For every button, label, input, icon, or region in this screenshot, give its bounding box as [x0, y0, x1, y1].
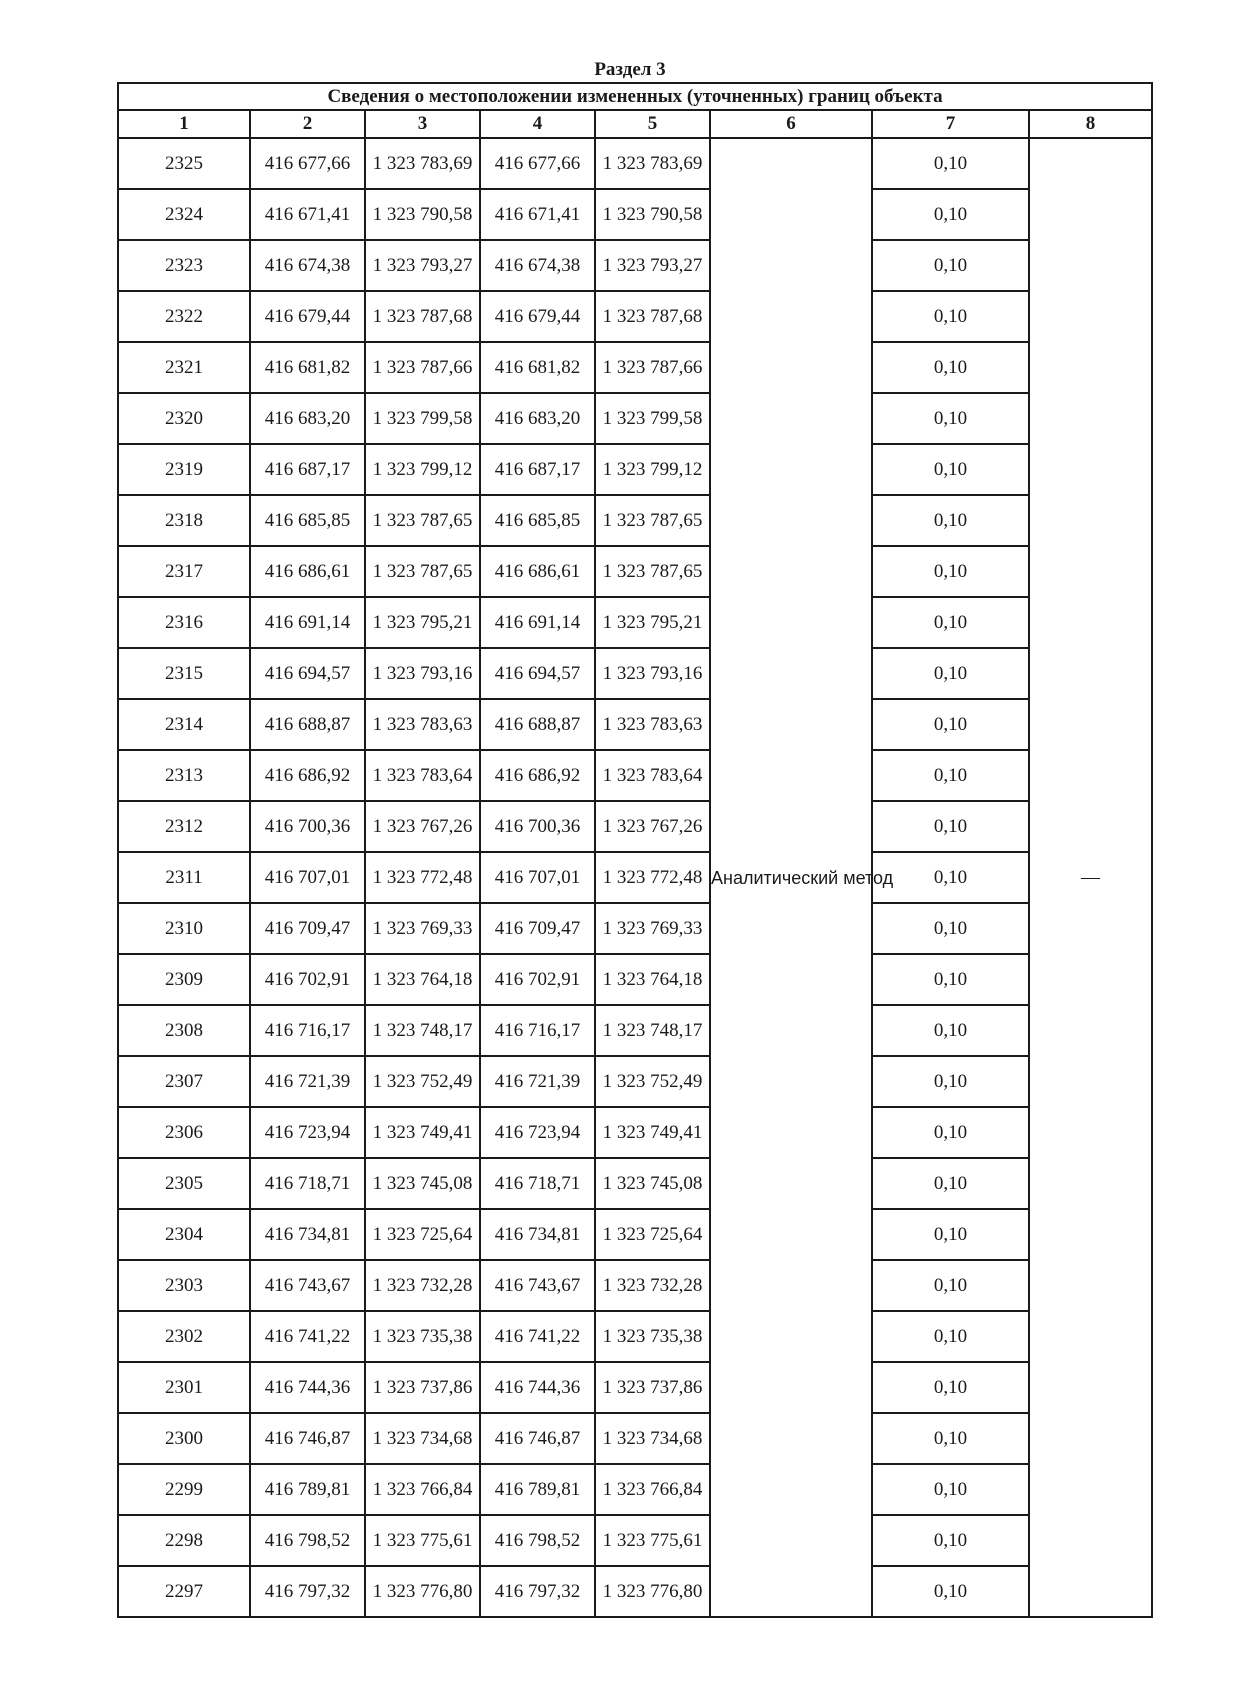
accuracy-cell: 0,10 — [872, 1056, 1029, 1107]
table-row — [118, 444, 1152, 495]
x-old-cell: 416 679,44 — [250, 291, 365, 342]
y-old-cell: 1 323 799,12 — [365, 444, 480, 495]
point-number-cell: 2299 — [118, 1464, 250, 1515]
x-old-cell: 416 691,14 — [250, 597, 365, 648]
table-row — [118, 903, 1152, 954]
column-number: 7 — [872, 110, 1029, 138]
x-new-cell: 416 743,67 — [480, 1260, 595, 1311]
table-row — [118, 495, 1152, 546]
x-new-cell: 416 741,22 — [480, 1311, 595, 1362]
x-old-cell: 416 677,66 — [250, 138, 365, 189]
table-row — [118, 1209, 1152, 1260]
x-new-cell: 416 734,81 — [480, 1209, 595, 1260]
x-new-cell: 416 691,14 — [480, 597, 595, 648]
y-old-cell: 1 323 767,26 — [365, 801, 480, 852]
x-old-cell: 416 734,81 — [250, 1209, 365, 1260]
table-row — [118, 1566, 1152, 1617]
accuracy-cell: 0,10 — [872, 903, 1029, 954]
x-old-cell: 416 744,36 — [250, 1362, 365, 1413]
x-new-cell: 416 677,66 — [480, 138, 595, 189]
table-row — [118, 342, 1152, 393]
table-row — [118, 954, 1152, 1005]
y-old-cell: 1 323 749,41 — [365, 1107, 480, 1158]
note-cell: — — [1029, 138, 1152, 1617]
y-new-cell: 1 323 766,84 — [595, 1464, 710, 1515]
table-row — [118, 1464, 1152, 1515]
y-new-cell: 1 323 790,58 — [595, 189, 710, 240]
point-number-cell: 2317 — [118, 546, 250, 597]
y-new-cell: 1 323 799,12 — [595, 444, 710, 495]
table-caption-row — [118, 83, 1152, 110]
table-body — [118, 138, 1152, 1617]
y-new-cell: 1 323 783,69 — [595, 138, 710, 189]
x-new-cell: 416 681,82 — [480, 342, 595, 393]
x-old-cell: 416 681,82 — [250, 342, 365, 393]
y-new-cell: 1 323 783,63 — [595, 699, 710, 750]
accuracy-cell: 0,10 — [872, 138, 1029, 189]
y-new-cell: 1 323 772,48 — [595, 852, 710, 903]
x-new-cell: 416 694,57 — [480, 648, 595, 699]
y-old-cell: 1 323 772,48 — [365, 852, 480, 903]
x-old-cell: 416 746,87 — [250, 1413, 365, 1464]
y-old-cell: 1 323 752,49 — [365, 1056, 480, 1107]
table-row — [118, 801, 1152, 852]
column-number-row — [118, 110, 1152, 138]
x-new-cell: 416 686,92 — [480, 750, 595, 801]
x-old-cell: 416 743,67 — [250, 1260, 365, 1311]
y-new-cell: 1 323 769,33 — [595, 903, 710, 954]
y-new-cell: 1 323 787,68 — [595, 291, 710, 342]
x-new-cell: 416 685,85 — [480, 495, 595, 546]
y-old-cell: 1 323 766,84 — [365, 1464, 480, 1515]
y-old-cell: 1 323 735,38 — [365, 1311, 480, 1362]
x-new-cell: 416 671,41 — [480, 189, 595, 240]
table-row — [118, 1311, 1152, 1362]
accuracy-cell: 0,10 — [872, 393, 1029, 444]
y-old-cell: 1 323 790,58 — [365, 189, 480, 240]
table-row — [118, 189, 1152, 240]
y-new-cell: 1 323 799,58 — [595, 393, 710, 444]
y-new-cell: 1 323 793,16 — [595, 648, 710, 699]
y-old-cell: 1 323 787,68 — [365, 291, 480, 342]
accuracy-cell: 0,10 — [872, 1566, 1029, 1617]
point-number-cell: 2303 — [118, 1260, 250, 1311]
point-number-cell: 2315 — [118, 648, 250, 699]
table-row — [118, 1362, 1152, 1413]
y-new-cell: 1 323 752,49 — [595, 1056, 710, 1107]
x-old-cell: 416 721,39 — [250, 1056, 365, 1107]
x-old-cell: 416 683,20 — [250, 393, 365, 444]
x-new-cell: 416 798,52 — [480, 1515, 595, 1566]
point-number-cell: 2306 — [118, 1107, 250, 1158]
y-old-cell: 1 323 776,80 — [365, 1566, 480, 1617]
x-new-cell: 416 687,17 — [480, 444, 595, 495]
accuracy-cell: 0,10 — [872, 1260, 1029, 1311]
accuracy-cell: 0,10 — [872, 1005, 1029, 1056]
x-old-cell: 416 687,17 — [250, 444, 365, 495]
accuracy-cell: 0,10 — [872, 954, 1029, 1005]
y-new-cell: 1 323 732,28 — [595, 1260, 710, 1311]
point-number-cell: 2307 — [118, 1056, 250, 1107]
x-old-cell: 416 674,38 — [250, 240, 365, 291]
y-old-cell: 1 323 799,58 — [365, 393, 480, 444]
y-old-cell: 1 323 787,66 — [365, 342, 480, 393]
point-number-cell: 2321 — [118, 342, 250, 393]
x-new-cell: 416 797,32 — [480, 1566, 595, 1617]
accuracy-cell: 0,10 — [872, 444, 1029, 495]
y-old-cell: 1 323 793,16 — [365, 648, 480, 699]
y-old-cell: 1 323 748,17 — [365, 1005, 480, 1056]
y-new-cell: 1 323 793,27 — [595, 240, 710, 291]
column-number: 5 — [595, 110, 710, 138]
column-number: 4 — [480, 110, 595, 138]
y-new-cell: 1 323 787,66 — [595, 342, 710, 393]
y-new-cell: 1 323 775,61 — [595, 1515, 710, 1566]
point-number-cell: 2322 — [118, 291, 250, 342]
point-number-cell: 2325 — [118, 138, 250, 189]
table-row — [118, 1056, 1152, 1107]
x-new-cell: 416 686,61 — [480, 546, 595, 597]
y-old-cell: 1 323 769,33 — [365, 903, 480, 954]
x-new-cell: 416 716,17 — [480, 1005, 595, 1056]
column-number: 1 — [118, 110, 250, 138]
accuracy-cell: 0,10 — [872, 1464, 1029, 1515]
x-old-cell: 416 707,01 — [250, 852, 365, 903]
table-row — [118, 546, 1152, 597]
table-caption: Сведения о местоположении измененных (уточненных) границ объекта — [118, 83, 1152, 110]
y-new-cell: 1 323 737,86 — [595, 1362, 710, 1413]
y-old-cell: 1 323 783,69 — [365, 138, 480, 189]
point-number-cell: 2301 — [118, 1362, 250, 1413]
table-row — [118, 240, 1152, 291]
section-title: Раздел 3 — [594, 59, 666, 80]
y-old-cell: 1 323 783,64 — [365, 750, 480, 801]
y-old-cell: 1 323 787,65 — [365, 495, 480, 546]
accuracy-cell: 0,10 — [872, 1158, 1029, 1209]
x-new-cell: 416 723,94 — [480, 1107, 595, 1158]
point-number-cell: 2310 — [118, 903, 250, 954]
point-number-cell: 2312 — [118, 801, 250, 852]
x-old-cell: 416 718,71 — [250, 1158, 365, 1209]
table-row — [118, 291, 1152, 342]
x-new-cell: 416 688,87 — [480, 699, 595, 750]
y-new-cell: 1 323 776,80 — [595, 1566, 710, 1617]
point-number-cell: 2298 — [118, 1515, 250, 1566]
accuracy-cell: 0,10 — [872, 750, 1029, 801]
column-number: 6 — [710, 110, 872, 138]
point-number-cell: 2304 — [118, 1209, 250, 1260]
table-row — [118, 1107, 1152, 1158]
x-old-cell: 416 685,85 — [250, 495, 365, 546]
accuracy-cell: 0,10 — [872, 597, 1029, 648]
method-cell: Аналитический метод — [710, 138, 872, 1617]
accuracy-cell: 0,10 — [872, 1107, 1029, 1158]
point-number-cell: 2314 — [118, 699, 250, 750]
accuracy-cell: 0,10 — [872, 648, 1029, 699]
accuracy-cell: 0,10 — [872, 801, 1029, 852]
point-number-cell: 2308 — [118, 1005, 250, 1056]
point-number-cell: 2324 — [118, 189, 250, 240]
table-row — [118, 1413, 1152, 1464]
y-new-cell: 1 323 735,38 — [595, 1311, 710, 1362]
table-row — [118, 1260, 1152, 1311]
accuracy-cell: 0,10 — [872, 189, 1029, 240]
y-new-cell: 1 323 783,64 — [595, 750, 710, 801]
x-new-cell: 416 746,87 — [480, 1413, 595, 1464]
x-old-cell: 416 797,32 — [250, 1566, 365, 1617]
point-number-cell: 2297 — [118, 1566, 250, 1617]
point-number-cell: 2316 — [118, 597, 250, 648]
y-old-cell: 1 323 732,28 — [365, 1260, 480, 1311]
accuracy-cell: 0,10 — [872, 1362, 1029, 1413]
table-row — [118, 1005, 1152, 1056]
accuracy-cell: 0,10 — [872, 852, 1029, 903]
column-number: 2 — [250, 110, 365, 138]
table-row — [118, 138, 1152, 189]
accuracy-cell: 0,10 — [872, 1209, 1029, 1260]
x-old-cell: 416 671,41 — [250, 189, 365, 240]
point-number-cell: 2318 — [118, 495, 250, 546]
x-old-cell: 416 688,87 — [250, 699, 365, 750]
table-row — [118, 393, 1152, 444]
x-old-cell: 416 694,57 — [250, 648, 365, 699]
x-old-cell: 416 709,47 — [250, 903, 365, 954]
x-new-cell: 416 718,71 — [480, 1158, 595, 1209]
x-new-cell: 416 674,38 — [480, 240, 595, 291]
x-new-cell: 416 744,36 — [480, 1362, 595, 1413]
x-old-cell: 416 789,81 — [250, 1464, 365, 1515]
x-old-cell: 416 723,94 — [250, 1107, 365, 1158]
accuracy-cell: 0,10 — [872, 342, 1029, 393]
accuracy-cell: 0,10 — [872, 546, 1029, 597]
point-number-cell: 2300 — [118, 1413, 250, 1464]
y-new-cell: 1 323 787,65 — [595, 495, 710, 546]
y-old-cell: 1 323 764,18 — [365, 954, 480, 1005]
y-old-cell: 1 323 795,21 — [365, 597, 480, 648]
boundary-coordinates-table — [117, 82, 1153, 1618]
y-old-cell: 1 323 787,65 — [365, 546, 480, 597]
table-row — [118, 597, 1152, 648]
point-number-cell: 2302 — [118, 1311, 250, 1362]
table-row — [118, 852, 1152, 903]
point-number-cell: 2319 — [118, 444, 250, 495]
y-old-cell: 1 323 737,86 — [365, 1362, 480, 1413]
x-old-cell: 416 741,22 — [250, 1311, 365, 1362]
accuracy-cell: 0,10 — [872, 699, 1029, 750]
y-old-cell: 1 323 783,63 — [365, 699, 480, 750]
y-new-cell: 1 323 764,18 — [595, 954, 710, 1005]
column-number: 3 — [365, 110, 480, 138]
point-number-cell: 2320 — [118, 393, 250, 444]
x-new-cell: 416 700,36 — [480, 801, 595, 852]
x-new-cell: 416 702,91 — [480, 954, 595, 1005]
x-new-cell: 416 683,20 — [480, 393, 595, 444]
point-number-cell: 2323 — [118, 240, 250, 291]
y-new-cell: 1 323 725,64 — [595, 1209, 710, 1260]
y-new-cell: 1 323 767,26 — [595, 801, 710, 852]
accuracy-cell: 0,10 — [872, 1515, 1029, 1566]
y-old-cell: 1 323 775,61 — [365, 1515, 480, 1566]
accuracy-cell: 0,10 — [872, 1413, 1029, 1464]
x-old-cell: 416 686,61 — [250, 546, 365, 597]
x-old-cell: 416 686,92 — [250, 750, 365, 801]
y-new-cell: 1 323 748,17 — [595, 1005, 710, 1056]
table-row — [118, 1515, 1152, 1566]
accuracy-cell: 0,10 — [872, 1311, 1029, 1362]
x-new-cell: 416 721,39 — [480, 1056, 595, 1107]
table-row — [118, 750, 1152, 801]
accuracy-cell: 0,10 — [872, 240, 1029, 291]
x-old-cell: 416 716,17 — [250, 1005, 365, 1056]
x-old-cell: 416 700,36 — [250, 801, 365, 852]
point-number-cell: 2305 — [118, 1158, 250, 1209]
x-new-cell: 416 709,47 — [480, 903, 595, 954]
x-old-cell: 416 798,52 — [250, 1515, 365, 1566]
y-new-cell: 1 323 745,08 — [595, 1158, 710, 1209]
column-number: 8 — [1029, 110, 1152, 138]
table-row — [118, 648, 1152, 699]
x-new-cell: 416 679,44 — [480, 291, 595, 342]
y-old-cell: 1 323 734,68 — [365, 1413, 480, 1464]
point-number-cell: 2313 — [118, 750, 250, 801]
y-new-cell: 1 323 749,41 — [595, 1107, 710, 1158]
accuracy-cell: 0,10 — [872, 291, 1029, 342]
x-new-cell: 416 707,01 — [480, 852, 595, 903]
y-old-cell: 1 323 725,64 — [365, 1209, 480, 1260]
y-old-cell: 1 323 745,08 — [365, 1158, 480, 1209]
x-new-cell: 416 789,81 — [480, 1464, 595, 1515]
point-number-cell: 2309 — [118, 954, 250, 1005]
accuracy-cell: 0,10 — [872, 495, 1029, 546]
x-old-cell: 416 702,91 — [250, 954, 365, 1005]
table-row — [118, 699, 1152, 750]
y-new-cell: 1 323 795,21 — [595, 597, 710, 648]
y-new-cell: 1 323 787,65 — [595, 546, 710, 597]
y-old-cell: 1 323 793,27 — [365, 240, 480, 291]
table-row — [118, 1158, 1152, 1209]
y-new-cell: 1 323 734,68 — [595, 1413, 710, 1464]
point-number-cell: 2311 — [118, 852, 250, 903]
